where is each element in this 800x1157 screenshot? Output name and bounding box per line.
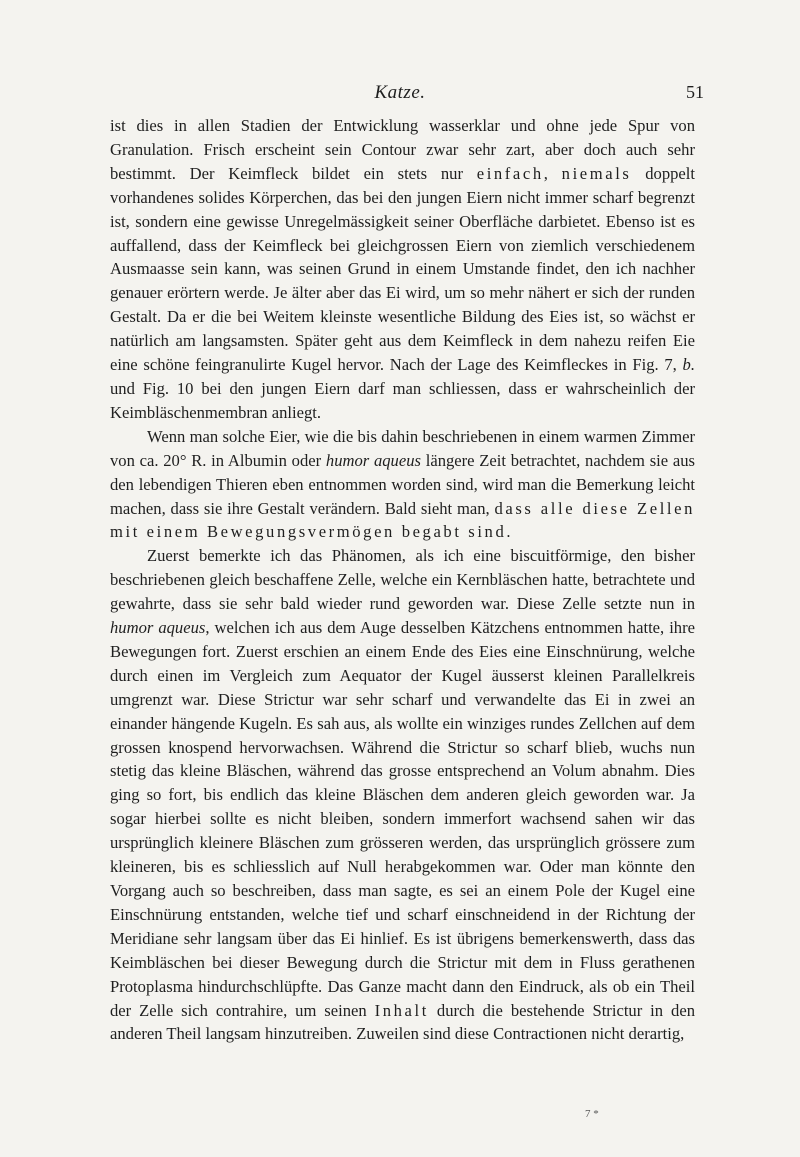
text-run: durch die bestehende Strictur in den anderen Theil langsam hinzutreiben. Zuweilen sind diese Contractionen nicht derartig, bbox=[110, 1000, 695, 1044]
page-number: 51 bbox=[686, 82, 704, 102]
spaced-emphasis-text: dass alle diese Zellen mit einem Bewegungsvermögen begabt sind bbox=[110, 498, 695, 542]
printer-signature: 7 * bbox=[585, 1108, 599, 1120]
page-header bbox=[0, 80, 800, 110]
text-run: ist dies in allen Stadien der Entwicklung wasserklar und ohne jede Spur von Granulation. Frisch erscheint sein Contour zwar sehr zart, aber doch auch sehr bestimmt. Der Keimfleck bildet ein stets nur bbox=[110, 116, 695, 183]
text-run: Zuerst bemerkte ich das Phänomen, als ich eine biscuitförmige, den bisher beschriebenen gleich beschaffene Zelle, welche ein Kernbläschen hatte, betrachtete und gewahrte, dass sie sehr bald wieder rund geworden war. Diese Zelle setzte nun in bbox=[110, 546, 695, 614]
body-text bbox=[110, 114, 695, 1046]
italic-text: humor aqueus bbox=[325, 450, 421, 470]
italic-text: humor aqueus bbox=[110, 618, 206, 638]
paragraph bbox=[110, 114, 695, 425]
text-run: längere Zeit betrachtet, nachdem sie aus den lebendigen Thieren eben entnommen worden sind, wird man die Bemerkung leicht machen, dass sie ihre Gestalt verändern. Bald sieht man, bbox=[110, 450, 695, 518]
text-run: . bbox=[506, 522, 511, 542]
text-run: doppelt vorhandenes solides Körperchen, das bei den jungen Eiern nicht immer scharf begrenzt ist, sondern eine gewisse Unregelmässigkeit seiner Oberfläche darbietet. Ebenso ist es auffallend, dass der Keimfleck bei gleichgrossen Eiern von ziemlich verschiedenem Ausmaasse sein kann, was seinen Grund in einem Umstande findet, den ich nachher genauer erörtern werde. Je älter aber das Ei wird, um so mehr nähert er sich der runden Gestalt. Da er die bei Weitem kleinste wesentliche Bildung des Eies ist, so wächst er natürlich am langsamsten. Später geht aus dem Keimfleck in dem nahezu reifen Eie eine schöne feingranulirte Kugel hervor. Nach der Lage des Keimfleckes in Fig. 7, bbox=[110, 163, 696, 375]
spaced-emphasis-text: Inhalt bbox=[374, 1000, 429, 1020]
text-run: und Fig. 10 bei den jungen Eiern darf man schliessen, dass er wahrscheinlich der Keimbläschenmembran anliegt. bbox=[110, 378, 695, 422]
text-run: Wenn man solche Eier, wie die bis dahin beschriebenen in einem warmen Zimmer von ca. 20° R. in Albumin oder bbox=[110, 426, 695, 470]
text-run: , welchen ich aus dem Auge desselben Kätzchens entnommen hatte, ihre Bewegungen fort. Zuerst erschien an einem Ende des Eies eine Einschnürung, welche durch einen im Vergleich zum Aequator der Kugel äusserst kleinen Parallelkreis umgrenzt war. Diese Strictur war sehr scharf und verwandelte das Ei in zwei an einander hängende Kugeln. Es sah aus, als wollte ein winziges rundes Zellchen auf dem grossen knospend hervorwachsen. Während die Strictur so scharf blieb, wuchs nun stetig das kleine Bläschen, während das grosse entsprechend an Volum abnahm. Dies ging so fort, bis endlich das kleine Bläschen dem anderen gleich geworden war. Ja sogar hierbei sollte es nicht bleiben, sondern immerfort wachsend sahen wir das ursprünglich kleinere Bläschen zum grösseren werden, das ursprünglich grössere zum kleineren, bis es schliesslich auf Null herabgekommen war. Oder man könnte den Vorgang auch so beschreiben, dass man sagte, es sei an einem Pole der Kugel eine Einschnürung entstanden, welche tief und scharf einschneidend in der Richtung der Meridiane sehr langsam über das Ei hinlief. Es ist übrigens bemerkenswerth, dass das Keimbläschen bei dieser Bewegung durch die Strictur mit dem in Fluss gerathenen Protoplasma hindurchschlüpfte. Das Ganze macht dann den Eindruck, als ob ein Theil der Zelle sich contrahire, um seinen bbox=[110, 618, 695, 1020]
text-run: , bbox=[543, 163, 562, 183]
spaced-emphasis-text: einfach bbox=[476, 163, 544, 183]
running-title: Katze. bbox=[374, 82, 426, 103]
spaced-emphasis-text: niemals bbox=[561, 163, 632, 183]
paragraph bbox=[110, 544, 695, 1046]
italic-text: b. bbox=[682, 355, 695, 375]
paragraph bbox=[110, 425, 695, 545]
